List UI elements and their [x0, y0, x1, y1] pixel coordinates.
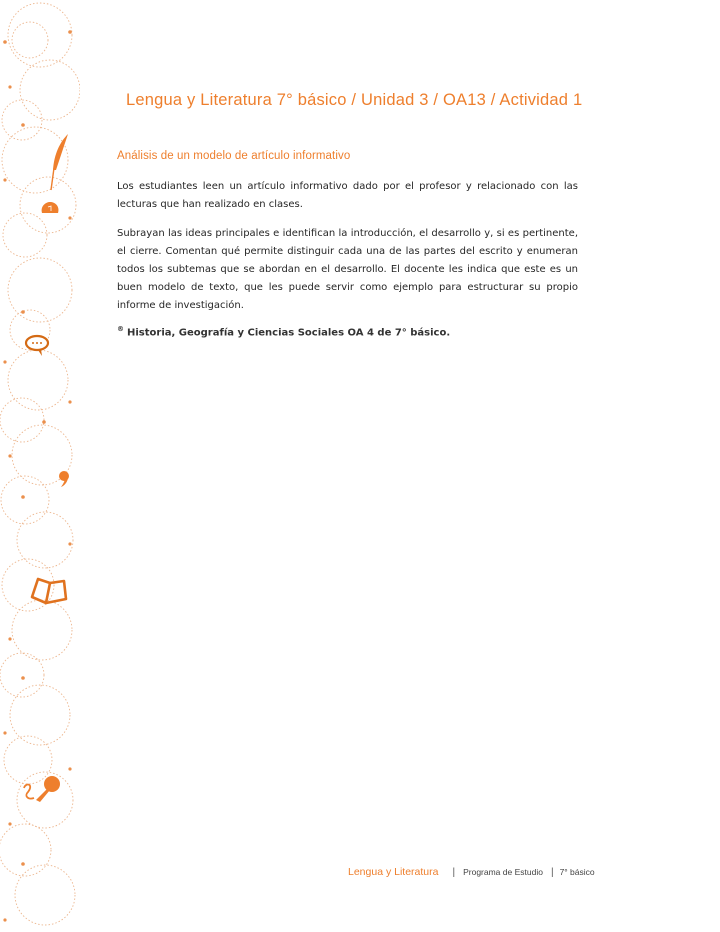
page-title: Lengua y Literatura 7° básico / Unidad 3 / OA13 / Actividad 1 — [126, 91, 583, 109]
reference-text: Historia, Geografía y Ciencias Sociales OA 4 de 7° básico. — [127, 327, 451, 339]
footer-separator: | — [452, 867, 456, 878]
footer-grade: 7° básico — [559, 867, 595, 877]
open-book-icon — [28, 575, 70, 607]
activity-paragraph: Los estudiantes leen un artículo informativo dado por el profesor y relacionado con las lecturas que han realizado en clases. — [117, 181, 578, 210]
microphone-icon — [22, 774, 64, 804]
comma-icon — [58, 470, 70, 488]
activity-paragraph: Subrayan las ideas principales e identifican la introducción, el desarrollo y, si es pertinente, el cierre. Comentan qué permite distinguir cada una de las partes del escrito y enumeran todos los subtemas que se abordan en el desarrollo. El docente les indica que este es un buen modelo de texto, que les puede servir como ejemplo para estructurar su propio informe de investigación. — [117, 228, 578, 311]
footer-subject: Lengua y Literatura — [348, 866, 439, 878]
reference-marker: ® — [117, 325, 124, 333]
page-footer — [348, 866, 595, 878]
activity-title: Análisis de un modelo de artículo informativo — [117, 150, 351, 162]
footer-program: Programa de Estudio — [463, 867, 543, 877]
ink-pot-icon — [40, 198, 60, 214]
footer-separator: | — [550, 867, 554, 878]
quill-icon — [48, 132, 70, 192]
cross-curricular-reference — [117, 325, 578, 338]
activity-content — [117, 150, 578, 338]
speech-bubble-icon — [24, 334, 52, 358]
